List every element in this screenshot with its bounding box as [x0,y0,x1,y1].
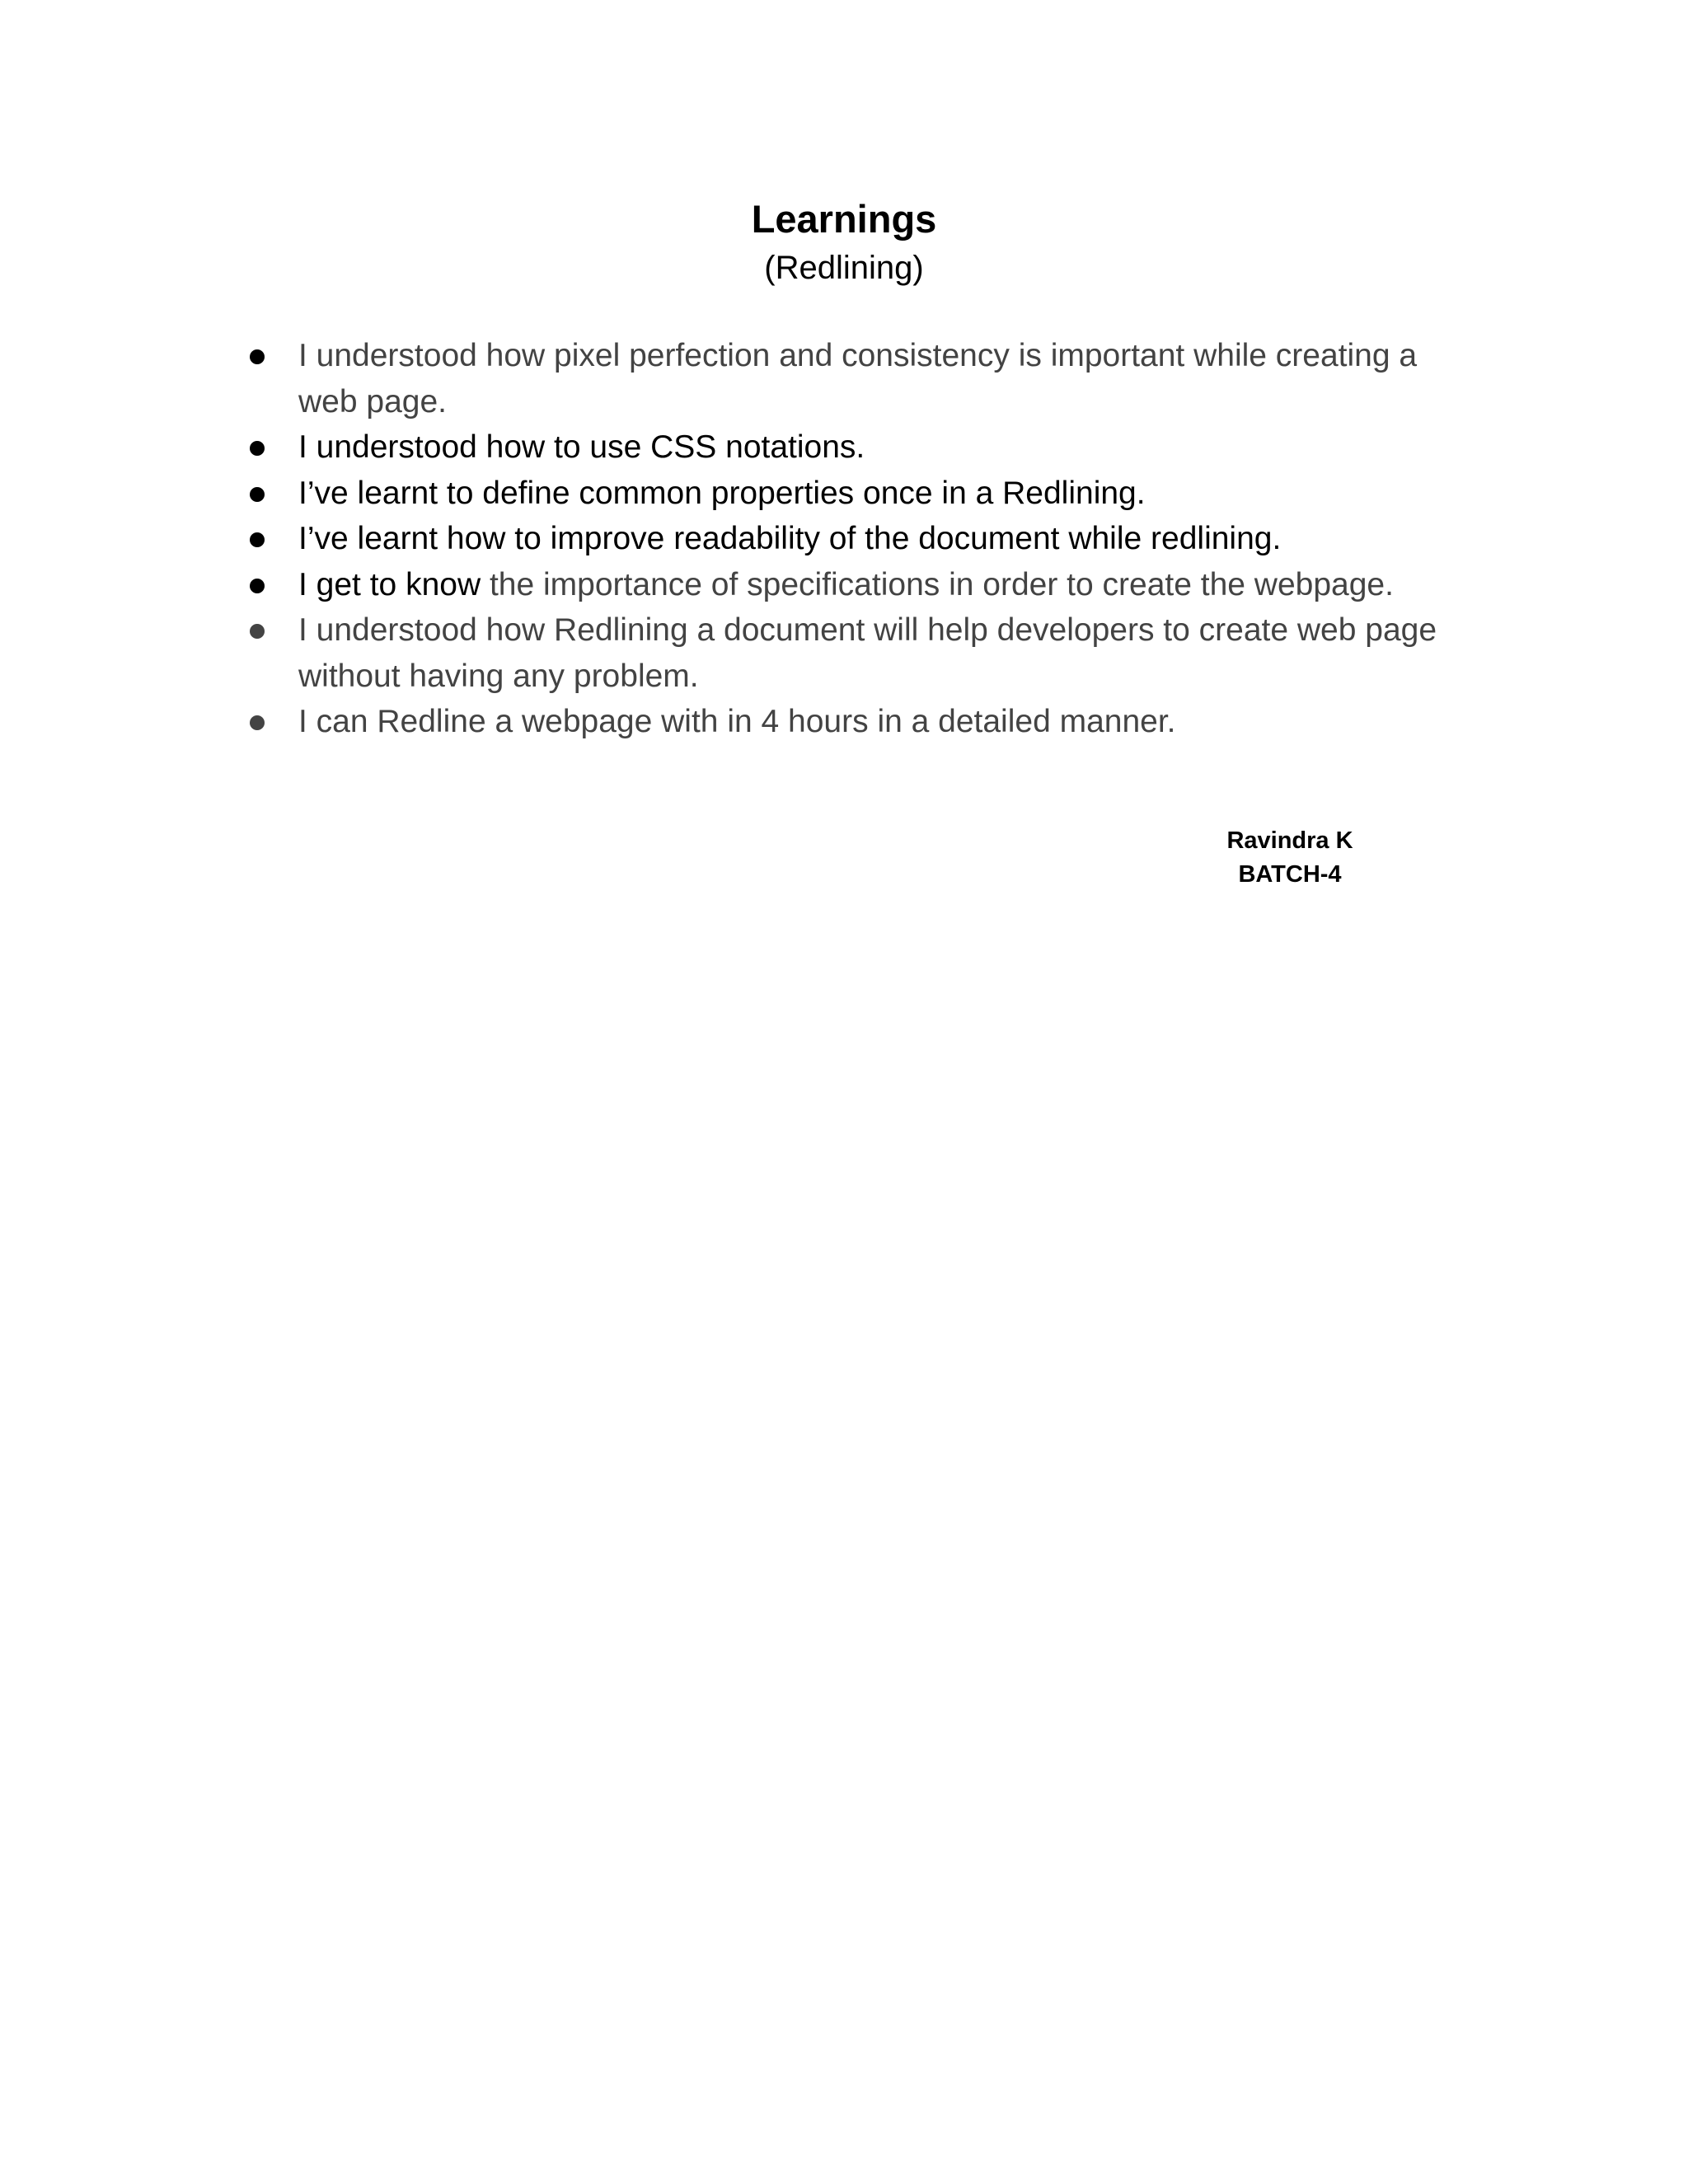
bullet-icon [250,579,265,593]
list-item-lead: I’ve learnt to define common properties once in a Redlining. [298,475,1146,511]
list-item [247,699,1475,745]
bullet-icon [250,349,265,364]
list-item [247,333,1475,424]
list-item [247,471,1475,517]
page-subtitle: (Redlining) [764,250,924,286]
list-item [247,424,1475,471]
list-item-lead: I get to know [298,566,490,602]
bullet-icon [250,441,265,456]
list-item-text: the importance of specifications in order to create the webpage. [489,566,1394,602]
page-title: Learnings [751,197,937,241]
bullet-icon [250,487,265,502]
signature-block [1154,824,1426,892]
list-item-lead: I’ve learnt how to improve readability of the document while redlining. [298,521,1282,556]
bullet-icon [250,715,265,730]
bullet-icon [250,532,265,547]
list-item [247,607,1475,699]
batch-label: BATCH-4 [1238,861,1342,888]
list-item-text: I understood how Redlining a document will help developers to create web page without having any problem. [298,612,1437,694]
list-item [247,562,1475,608]
bullet-icon [250,624,265,639]
list-item-lead: I understood how to use CSS notations. [298,429,865,465]
list-item-text: I can Redline a webpage with in 4 hours in a detailed manner. [298,704,1176,739]
author-name: Ravindra K [1226,827,1353,854]
list-item-text: I understood how pixel perfection and consistency is important while creating a web page. [298,338,1418,419]
learnings-list [247,333,1475,745]
list-item [247,516,1475,562]
